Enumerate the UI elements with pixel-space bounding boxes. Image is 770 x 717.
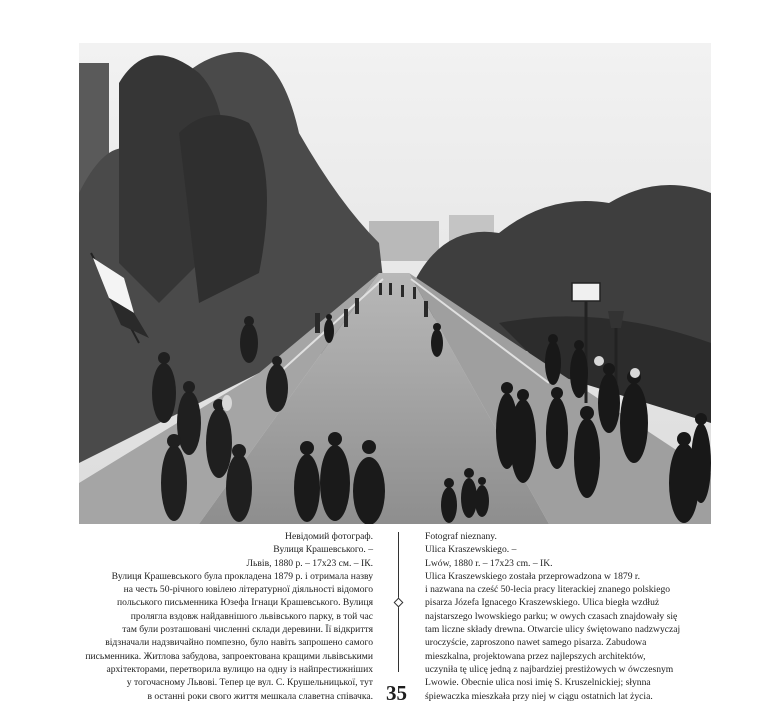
caption-line: Lwowie. Obecnie ulica nosi imię S. Kruszelnickiej; słynna <box>425 677 651 689</box>
caption-line: Lwów, 1880 r. – 17x23 cm. – IK. <box>425 557 553 569</box>
caption-line: архітекторами, перетворила вулицю на одну із найпрестижніших <box>106 663 373 675</box>
caption-line: najstarszego lwowskiego parku; w owych czasach znajdowały się <box>425 610 678 622</box>
caption-line: Львів, 1880 р. – 17x23 см. – ІК. <box>246 557 373 569</box>
street-scene-illustration <box>79 43 711 524</box>
caption-line: Невідомий фотограф. <box>285 531 373 542</box>
caption-line: Вулиця Крашевського була прокладена 1879 р. і отримала назву <box>111 570 373 582</box>
caption-line: польського письменника Юзефа Ігнаци Крашевського. Вулиця <box>117 597 373 609</box>
column-divider <box>397 532 400 672</box>
caption-line: у тогочасному Львові. Тепер це вул. С. Крушельницької, тут <box>126 677 373 689</box>
caption-line: i nazwana na cześć 50-lecia pracy literackiej znanego polskiego <box>425 584 671 596</box>
page-number: 35 <box>386 681 407 705</box>
caption-line: pisarza Józefa Ignacego Kraszewskiego. Ulica biegła wzdłuż <box>425 597 660 609</box>
caption-line: tam liczne składy drewna. Otwarcie ulicy świętowano nadzwyczaj <box>425 624 681 636</box>
caption-line: Ulica Kraszewskiego została przeprowadzona w 1879 r. <box>425 570 640 582</box>
caption-line: відзначали надзвичайно помпезно, було навіть запрошено самого <box>105 637 373 649</box>
caption-line: Ulica Kraszewskiego. – <box>425 544 517 556</box>
caption-line: письменника. Житлова забудова, запроектована кращими львівськими <box>85 650 373 662</box>
caption-line: в останні роки свого життя мешкала славетна співачка. <box>147 690 373 702</box>
caption-ukrainian <box>80 530 373 703</box>
caption-line: Fotograf nieznany. <box>425 531 497 542</box>
caption-polish <box>425 530 715 703</box>
caption-line: uroczyście, zaproszono nawet samego pisarza. Zabudowa <box>425 637 647 649</box>
caption-line: на честь 50-річного ювілею літературної діяльності відомого <box>123 584 373 596</box>
caption-line: пролягла вздовж найдавнішого львівського парку, в той час <box>130 610 373 622</box>
caption-line: там були розташовані численні склади деревини. Її відкриття <box>122 624 373 636</box>
caption-line: uczyniła tę ulicę jedną z najbardziej prestiżowych w ówczesnym <box>425 663 674 675</box>
caption-line: śpiewaczka mieszkała przy niej w ciągu ostatnich lat życia. <box>425 690 653 702</box>
caption-line: Вулиця Крашевського. – <box>273 544 373 556</box>
caption-line: mieszkalna, projektowana przez najlepszych architektów, <box>425 650 646 662</box>
historical-photograph <box>79 43 711 524</box>
